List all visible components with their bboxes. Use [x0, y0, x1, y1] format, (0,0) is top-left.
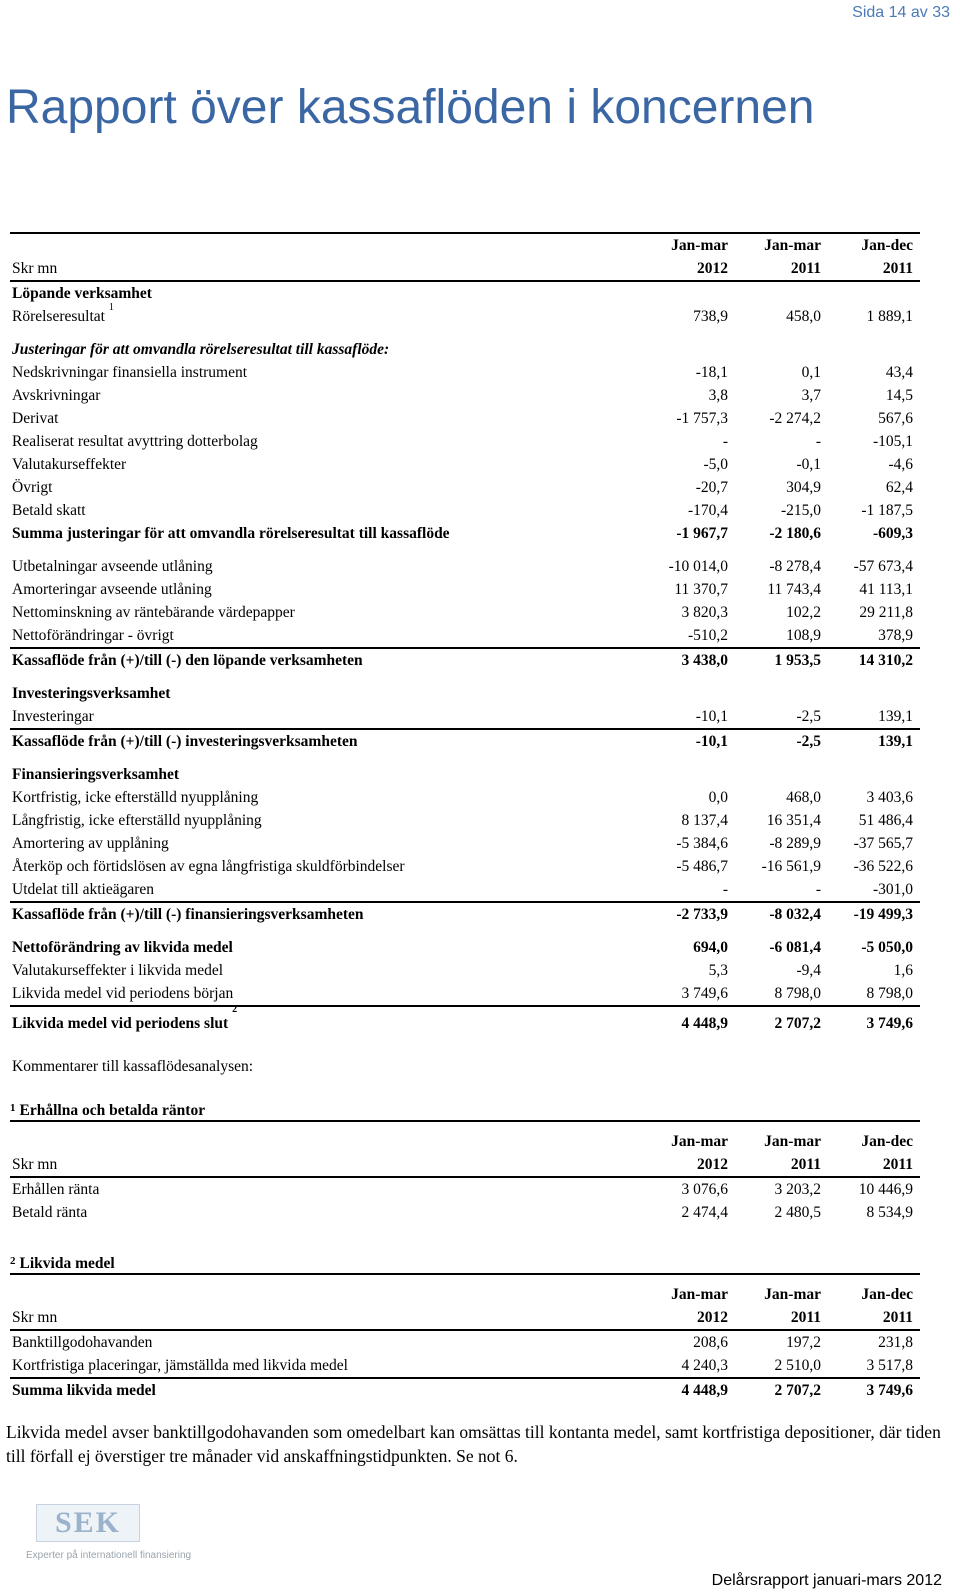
row-value: 11 370,7	[674, 581, 728, 598]
row-value: 4 448,9	[681, 1382, 728, 1399]
row-value: -20,7	[695, 479, 728, 496]
row-value: -16 561,9	[761, 858, 821, 875]
column-year: 2011	[882, 1309, 913, 1326]
row-label	[12, 786, 258, 809]
row-value: 2 707,2	[774, 1015, 821, 1032]
row-value: 2 480,5	[774, 1204, 821, 1221]
header-row	[10, 234, 920, 257]
row-label-text: Nedskrivningar finansiella instrument	[12, 364, 248, 381]
row-label	[12, 1379, 156, 1402]
unit-label: Skr mn	[12, 1156, 58, 1173]
row-value: -	[815, 881, 821, 898]
row-label	[12, 982, 233, 1005]
row-value: 10 446,9	[858, 1181, 913, 1198]
row-value: 3 749,6	[681, 985, 728, 1002]
table-row	[10, 1377, 920, 1402]
table-row	[10, 453, 920, 476]
row-value: -5 050,0	[861, 939, 913, 956]
row-label	[12, 763, 179, 786]
row-value: 11 743,4	[767, 581, 821, 598]
row-value: -2 733,9	[676, 906, 728, 923]
row-label-text: Löpande verksamhet	[12, 285, 152, 302]
table-row	[10, 832, 920, 855]
row-spacer	[10, 545, 920, 555]
row-value: -8 278,4	[769, 558, 821, 575]
row-value: -	[815, 433, 821, 450]
column-year: 2011	[882, 260, 913, 277]
row-label-text: Investeringar	[12, 708, 94, 725]
row-value: 3 076,6	[681, 1181, 728, 1198]
table-row	[10, 1201, 920, 1224]
row-value: -1 757,3	[676, 410, 728, 427]
row-value: -170,4	[687, 502, 728, 519]
row-label	[12, 476, 52, 499]
row-label	[12, 1331, 152, 1354]
column-year: 2011	[882, 1156, 913, 1173]
row-value: 3 517,8	[866, 1357, 913, 1374]
row-spacer	[10, 753, 920, 763]
column-header: Jan-dec	[861, 1286, 913, 1303]
table-row	[10, 763, 920, 786]
row-label-text: Nettoförändring av likvida medel	[12, 939, 233, 956]
row-value: -609,3	[872, 525, 913, 542]
footnote-1-title: Erhållna och betalda räntor	[19, 1102, 206, 1119]
row-label	[12, 601, 295, 624]
table-row	[10, 705, 920, 728]
row-value: 567,6	[878, 410, 913, 427]
logo-text: SEK	[54, 1506, 122, 1539]
row-value: 3 749,6	[866, 1382, 913, 1399]
footnote-2-heading	[10, 1255, 920, 1275]
row-label	[12, 878, 154, 901]
row-label-text: Erhållen ränta	[12, 1181, 100, 1198]
row-value: 43,4	[885, 364, 913, 381]
row-label-text: Banktillgodohavanden	[12, 1334, 153, 1351]
row-value: -1 187,5	[861, 502, 913, 519]
row-value: 3,7	[801, 387, 821, 404]
interest-table	[10, 1130, 920, 1224]
row-value: 41 113,1	[859, 581, 913, 598]
column-header: Jan-mar	[764, 1133, 821, 1150]
row-label	[12, 682, 170, 705]
row-label-text: Finansieringsverksamhet	[12, 766, 180, 783]
row-label-text: Kortfristig, icke efterställd nyupplåning	[12, 789, 259, 806]
row-value: 197,2	[786, 1334, 821, 1351]
row-value: -18,1	[695, 364, 728, 381]
row-value: -301,0	[872, 881, 913, 898]
footer-text: Delårsrapport januari-mars 2012	[711, 1572, 942, 1589]
row-label-text: Investeringsverksamhet	[12, 685, 171, 702]
logo-tagline: Experter på internationell finansiering	[26, 1550, 192, 1561]
header-row	[10, 1153, 920, 1178]
table-row	[10, 982, 920, 1005]
table-row	[10, 901, 920, 926]
row-value: 14 310,2	[858, 652, 913, 669]
column-header: Jan-mar	[671, 1286, 728, 1303]
row-value: 102,2	[786, 604, 821, 621]
row-label	[12, 338, 389, 361]
row-label	[12, 1004, 238, 1041]
footnote-1-heading	[10, 1102, 920, 1122]
table-row	[10, 476, 920, 499]
column-year: 2011	[790, 1309, 821, 1326]
column-year: 2011	[790, 1156, 821, 1173]
row-label	[12, 1178, 99, 1201]
row-label-text: Övrigt	[12, 479, 53, 496]
company-logo	[26, 1504, 192, 1584]
row-value: 3 749,6	[866, 1015, 913, 1032]
row-value: -10,1	[695, 733, 728, 750]
table-row	[10, 522, 920, 545]
row-value: -57 673,4	[853, 558, 913, 575]
row-value: 29 211,8	[859, 604, 913, 621]
column-header: Jan-mar	[671, 1133, 728, 1150]
row-value: 8 798,0	[866, 985, 913, 1002]
footnote-2-title: Likvida medel	[19, 1255, 115, 1272]
column-year: 2012	[697, 1309, 728, 1326]
row-label	[12, 302, 114, 328]
row-label	[12, 936, 233, 959]
row-value: -5 486,7	[676, 858, 728, 875]
footnote-ref: 2	[232, 1004, 238, 1015]
row-value: -0,1	[796, 456, 821, 473]
row-value: -2,5	[796, 708, 821, 725]
row-value: 4 448,9	[681, 1015, 728, 1032]
header-row	[10, 1306, 920, 1331]
row-value: 14,5	[885, 387, 913, 404]
row-spacer	[10, 328, 920, 338]
row-value: 3 820,3	[681, 604, 728, 621]
row-label	[12, 809, 262, 832]
row-label-text: Likvida medel vid periodens slut	[12, 1015, 229, 1032]
row-label	[12, 730, 357, 753]
row-value: 51 486,4	[858, 812, 913, 829]
row-value: 108,9	[786, 627, 821, 644]
row-value: 139,1	[878, 733, 913, 750]
footnote-1-marker: 1	[10, 1102, 16, 1114]
row-value: -5 384,6	[676, 835, 728, 852]
row-value: 0,1	[801, 364, 821, 381]
table-row	[10, 809, 920, 832]
row-spacer	[10, 926, 920, 936]
row-label	[12, 578, 212, 601]
row-label	[12, 407, 58, 430]
row-value: -36 522,6	[853, 858, 913, 875]
row-label-text: Utdelat till aktieägaren	[12, 881, 155, 898]
row-value: 1 889,1	[866, 308, 913, 325]
row-label	[12, 499, 86, 522]
row-value: -215,0	[780, 502, 821, 519]
footnote-2-marker: 2	[10, 1255, 16, 1267]
table-row	[10, 302, 920, 328]
column-year: 2012	[697, 260, 728, 277]
row-value: -4,6	[888, 456, 913, 473]
table-row	[10, 959, 920, 982]
column-year: 2012	[697, 1156, 728, 1173]
row-value: -510,2	[687, 627, 728, 644]
table-row	[10, 361, 920, 384]
row-value: 4 240,3	[681, 1357, 728, 1374]
row-value: 694,0	[693, 939, 728, 956]
table-row	[10, 499, 920, 522]
table-row	[10, 647, 920, 672]
row-label-text: Summa justeringar för att omvandla rörelseresultat till kassaflöde	[12, 525, 450, 542]
row-label	[12, 624, 174, 647]
row-value: -10,1	[695, 708, 728, 725]
row-value: 208,6	[693, 1334, 728, 1351]
row-value: 304,9	[786, 479, 821, 496]
row-label-text: Valutakurseffekter	[12, 456, 127, 473]
column-year: 2011	[790, 260, 821, 277]
header-row	[10, 1130, 920, 1153]
row-spacer	[10, 672, 920, 682]
table-row	[10, 624, 920, 647]
row-value: -6 081,4	[769, 939, 821, 956]
page-number: Sida 14 av 33	[852, 4, 950, 21]
row-value: 3 203,2	[774, 1181, 821, 1198]
row-label-text: Betald skatt	[12, 502, 86, 519]
header-row	[10, 257, 920, 282]
row-value: 3 403,6	[866, 789, 913, 806]
row-label	[12, 705, 94, 728]
row-label-text: Realiserat resultat avyttring dotterbolag	[12, 433, 258, 450]
row-label-text: Kortfristiga placeringar, jämställda med likvida medel	[12, 1357, 348, 1374]
page-title: Rapport över kassaflöden i koncernen	[6, 81, 815, 134]
table-row	[10, 601, 920, 624]
row-value: 468,0	[786, 789, 821, 806]
row-label	[12, 282, 152, 305]
row-label	[12, 855, 405, 878]
column-header: Jan-mar	[764, 1286, 821, 1303]
row-value: 139,1	[878, 708, 913, 725]
footnote-ref: 1	[108, 302, 114, 313]
row-label	[12, 522, 450, 545]
header-row	[10, 1283, 920, 1306]
row-label	[12, 903, 364, 926]
column-header: Jan-mar	[671, 237, 728, 254]
table-row	[10, 384, 920, 407]
row-label-text: Återköp och förtidslösen av egna långfristiga skuldförbindelser	[12, 858, 405, 875]
row-value: -8 032,4	[769, 906, 821, 923]
row-label-text: Långfristig, icke efterställd nyupplåning	[12, 812, 262, 829]
row-value: 1,6	[893, 962, 913, 979]
row-label	[12, 453, 126, 476]
cash-flow-table	[10, 232, 920, 1039]
row-label-text: Derivat	[12, 410, 59, 427]
row-value: -37 565,7	[853, 835, 913, 852]
row-label-text: Kassaflöde från (+)/till (-) den löpande verksamheten	[12, 652, 363, 669]
row-value: 16 351,4	[766, 812, 821, 829]
row-value: -2 180,6	[769, 525, 821, 542]
comment-heading: Kommentarer till kassaflödesanalysen:	[12, 1058, 254, 1075]
row-value: 8 137,4	[681, 812, 728, 829]
column-header: Jan-mar	[764, 237, 821, 254]
row-value: -	[722, 881, 728, 898]
row-value: -19 499,3	[853, 906, 913, 923]
row-value: 0,0	[708, 789, 728, 806]
row-label	[12, 555, 213, 578]
row-value: 8 798,0	[774, 985, 821, 1002]
table-row	[10, 936, 920, 959]
row-label-text: Rörelseresultat	[12, 308, 105, 325]
row-value: -8 289,9	[769, 835, 821, 852]
table-row	[10, 728, 920, 753]
row-value: -9,4	[796, 962, 821, 979]
row-value: 2 474,4	[681, 1204, 728, 1221]
unit-label: Skr mn	[12, 260, 58, 277]
row-label-text: Kassaflöde från (+)/till (-) finansieringsverksamheten	[12, 906, 364, 923]
row-label	[12, 361, 247, 384]
row-label-text: Kassaflöde från (+)/till (-) investeringsverksamheten	[12, 733, 358, 750]
row-value: 2 707,2	[774, 1382, 821, 1399]
column-header: Jan-dec	[861, 237, 913, 254]
row-label	[12, 384, 100, 407]
table-row	[10, 282, 920, 305]
row-label	[12, 832, 169, 855]
row-label	[12, 430, 258, 453]
row-label-text: Avskrivningar	[12, 387, 101, 404]
table-row	[10, 407, 920, 430]
row-label	[12, 1201, 87, 1224]
row-label	[12, 1354, 348, 1377]
table-row	[10, 430, 920, 453]
table-row	[10, 1354, 920, 1377]
row-label-text: Likvida medel vid periodens början	[12, 985, 234, 1002]
table-row	[10, 878, 920, 901]
row-value: -5,0	[703, 456, 728, 473]
table-row	[10, 855, 920, 878]
row-label-text: Amortering av upplåning	[12, 835, 169, 852]
row-value: 5,3	[708, 962, 728, 979]
row-value: 231,8	[878, 1334, 913, 1351]
row-value: 2 510,0	[774, 1357, 821, 1374]
explanatory-paragraph: Likvida medel avser banktillgodohavanden som omedelbart kan omsättas till kontanta medel, samt kortfristiga depositioner, där tiden till förfall ej överstiger tre månader vid anskaffningstidpunkten. Se not 6.	[6, 1422, 941, 1466]
row-value: 3 438,0	[681, 652, 728, 669]
row-value: -2,5	[796, 733, 821, 750]
unit-label: Skr mn	[12, 1309, 58, 1326]
row-label-text: Betald ränta	[12, 1204, 88, 1221]
table-row	[10, 555, 920, 578]
row-value: 378,9	[878, 627, 913, 644]
row-label-text: Nettoförändringar - övrigt	[12, 627, 174, 644]
table-row	[10, 1178, 920, 1201]
table-row	[10, 1331, 920, 1354]
row-label-text: Valutakurseffekter i likvida medel	[12, 962, 224, 979]
row-label-text: Nettominskning av räntebärande värdepapper	[12, 604, 295, 621]
row-value: -105,1	[872, 433, 913, 450]
row-label-text: Summa likvida medel	[12, 1382, 156, 1399]
table-row	[10, 338, 920, 361]
table-row	[10, 682, 920, 705]
table-row	[10, 1005, 920, 1039]
column-header: Jan-dec	[861, 1133, 913, 1150]
cash-equivalents-table	[10, 1283, 920, 1402]
row-value: 1 953,5	[774, 652, 821, 669]
row-label-text: Amorteringar avseende utlåning	[12, 581, 212, 598]
row-value: -1 967,7	[676, 525, 728, 542]
row-label-text: Justeringar för att omvandla rörelseresultat till kassaflöde:	[12, 341, 390, 358]
row-label	[12, 959, 223, 982]
row-label-text: Utbetalningar avseende utlåning	[12, 558, 213, 575]
row-value: 3,8	[708, 387, 728, 404]
row-value: 8 534,9	[866, 1204, 913, 1221]
row-label	[12, 649, 363, 672]
row-value: -2 274,2	[769, 410, 821, 427]
row-value: 738,9	[693, 308, 728, 325]
table-row	[10, 786, 920, 809]
row-value: 458,0	[786, 308, 821, 325]
row-value: -10 014,0	[668, 558, 728, 575]
table-row	[10, 578, 920, 601]
row-value: 62,4	[885, 479, 913, 496]
row-value: -	[722, 433, 728, 450]
